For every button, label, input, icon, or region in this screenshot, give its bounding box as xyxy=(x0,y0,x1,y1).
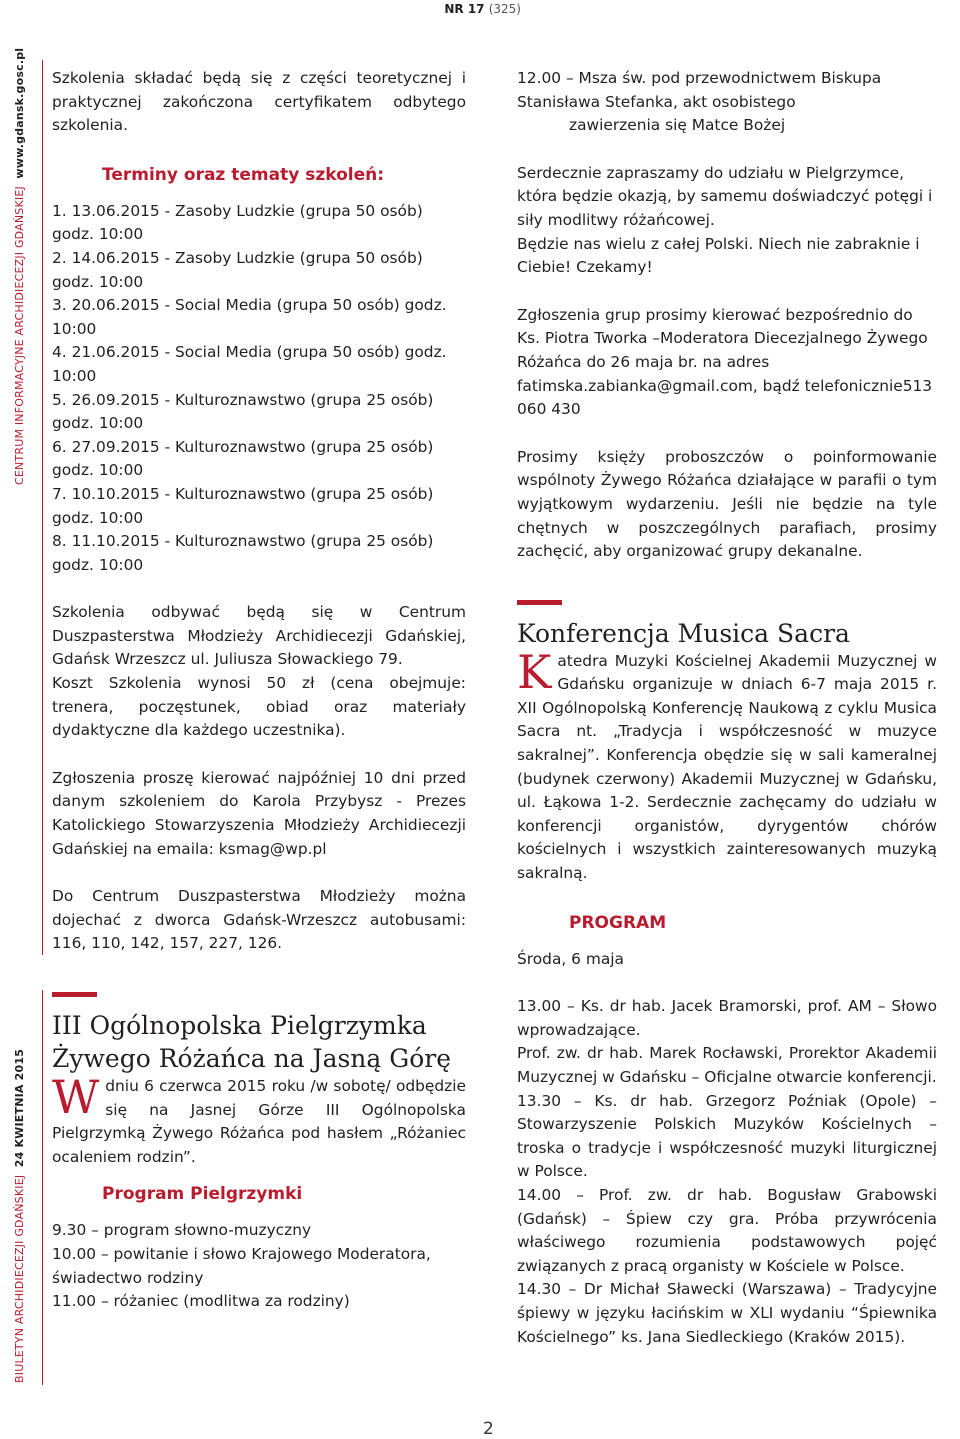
invite-paragraph-2: Będzie nas wielu z całej Polski. Niech nie zabraknie i Ciebie! Czekamy! xyxy=(517,234,920,277)
conference-text: atedra Muzyki Kościelnej Akademii Muzycznej w Gdańsku organizuje w dniach 6-7 maja 2015 r. XII Ogólnopolską Konferencję Naukową z cyklu Musica Sacra nt. „Tradycja i współczesność w muzyce sakralnej”. Konferencja obędzie się w sali kameralnej (budynek czerwony) Akademii Muzycznej w Gdańsku, ul. Łąkowa 1-2. Serdecznie zachęcamy do udziału w konferencji organistów, dyrygentów chórów kościelnych i wszystkich zainteresowanych muzyką sakralną. xyxy=(517,651,937,883)
dropcap-k: K xyxy=(517,644,552,699)
term-item: 2. 14.06.2015 - Zasoby Ludzkie (grupa 50 osób) godz. 10:00 xyxy=(52,248,423,291)
term-item: 6. 27.09.2015 - Kulturoznawstwo (grupa 25 osób) godz. 10:00 xyxy=(52,437,434,480)
page-number: 2 xyxy=(483,1419,494,1439)
priests-paragraph: Prosimy księży proboszczów o poinformowanie wspólnoty Żywego Różańca działające w parafii o tym wyjątkowym wydarzeniu. Jeśli nie będzie na tyle chętnych w poszczególnych parafiach, prosimy zachęcić, aby organizować grupy dekanalne. xyxy=(517,447,937,561)
program-heading: PROGRAM xyxy=(569,912,667,933)
program-item: 9.30 – program słowno-muzyczny xyxy=(52,1221,312,1240)
pilgrimage-program-list xyxy=(52,1219,466,1313)
terms-heading: Terminy oraz tematy szkoleń: xyxy=(102,164,385,185)
side-date: 24 KWIETNIA 2015 xyxy=(13,1048,26,1168)
term-item: 3. 20.06.2015 - Social Media (grupa 50 osób) godz. 10:00 xyxy=(52,296,447,338)
section-marker xyxy=(517,600,562,605)
section-marker xyxy=(52,992,97,997)
schedule-item: 14.30 – Dr Michał Sławecki (Warszawa) – Tradycyjne śpiewy w języku łacińskim w XLI wydaniu “Śpiewnika Kościelnego” ks. Jana Siedleckiego (Kraków 2015). xyxy=(517,1280,937,1346)
pilgrimage-text: dniu 6 czerwca 2015 roku /w sobotę/ odbędzie się na Jasnej Górze III Ogólnopolska Pielgrzymką Żywego Różańca pod hasłem „Różaniec ocaleniem rodzin”. xyxy=(52,1077,466,1166)
day-label: Środa, 6 maja xyxy=(517,949,624,968)
pilgrimage-paragraph xyxy=(52,1070,466,1169)
right-column xyxy=(517,67,937,1349)
term-item: 7. 10.10.2015 - Kulturoznawstwo (grupa 25 osób) godz. 10:00 xyxy=(52,484,434,527)
side-label-bottom xyxy=(13,1049,26,1383)
schedule-item: 13.30 – Ks. dr hab. Grzegorz Poźniak (Opole) – Stowarzyszenie Polskich Muzyków Kościelnych – troska o tradycje i współczesność muzyki liturgicznej w Polsce. xyxy=(517,1091,937,1181)
side-org: CENTRUM INFORMACYJNE ARCHIDIECEZJI GDAŃSKIEJ xyxy=(13,186,26,485)
program-pilgrimage-heading: Program Pielgrzymki xyxy=(102,1184,303,1205)
signup-paragraph: Zgłoszenia proszę kierować najpóźniej 10 dni przed danym szkoleniem do Karola Przybysz - Prezes Katolickiego Stowarzyszenia Młodzieży Archidiecezji Gdańskiej na emaila: ksmag@wp.pl xyxy=(52,768,466,858)
term-item: 4. 21.06.2015 - Social Media (grupa 50 osób) godz. 10:00 xyxy=(52,343,447,385)
term-item: 5. 26.09.2015 - Kulturoznawstwo (grupa 25 osób) godz. 10:00 xyxy=(52,390,434,433)
left-column xyxy=(52,67,466,1314)
side-rule-bottom xyxy=(42,990,43,1385)
cost-paragraph: Koszt Szkolenia wynosi 50 zł (cena obejmuje: trenera, poczęstunek, obiad oraz materiały dydaktyczne dla każdego uczestnika). xyxy=(52,674,466,740)
place-paragraph: Szkolenia odbywać będą się w Centrum Duszpasterstwa Młodzieży Archidiecezji Gdańskiej, Gdańsk Wrzeszcz ul. Juliusza Słowackiego 79. xyxy=(52,603,466,669)
conference-paragraph xyxy=(517,644,937,886)
pilgrimage-title: III Ogólnopolska Pielgrzymka Żywego Różańca na Jasną Górę xyxy=(52,1011,452,1073)
side-publication: BIULETYN ARCHIDIECEZJI GDAŃSKIEJ xyxy=(13,1174,26,1383)
schedule-item: 14.00 – Prof. zw. dr hab. Bogusław Grabowski (Gdańsk) – Śpiew czy gra. Próba przywrócenia właściwego rozumienia podstawowych pojęć związanych z pracą organisty w Kościele w Polsce. xyxy=(517,1185,937,1275)
issue-paren: (325) xyxy=(488,2,521,16)
transport-paragraph: Do Centrum Duszpasterstwa Młodzieży można dojechać z dworca Gdańsk-Wrzeszcz autobusami: 116, 110, 142, 157, 227, 126. xyxy=(52,887,466,953)
term-item: 8. 11.10.2015 - Kulturoznawstwo (grupa 25 osób) godz. 10:00 xyxy=(52,532,434,574)
dropcap-w: W xyxy=(52,1070,100,1124)
issue-number xyxy=(444,2,521,16)
intro-paragraph: Szkolenia składać będą się z części teoretycznej i praktycznej zakończona certyfikatem odbytego szkolenia. xyxy=(52,69,466,135)
term-item: 1. 13.06.2015 - Zasoby Ludzkie (grupa 50 osób) godz. 10:00 xyxy=(52,201,423,244)
schedule-item: 13.00 – Ks. dr hab. Jacek Bramorski, prof. AM – Słowo wprowadzające. xyxy=(517,997,937,1039)
mass-continuation: zawierzenia się Matce Bożej xyxy=(569,116,786,135)
conference-title: Konferencja Musica Sacra xyxy=(517,618,850,648)
side-url: www.gdansk.gosc.pl xyxy=(13,47,26,179)
invite-paragraph: Serdecznie zapraszamy do udziału w Pielgrzymce, która będzie okazją, by samemu doświadczyć potęgi i siły modlitwy różańcowej. xyxy=(517,163,933,229)
side-label-top xyxy=(13,48,26,485)
program-item: 10.00 – powitanie i słowo Krajowego Moderatora, świadectwo rodziny xyxy=(52,1244,431,1287)
mass-paragraph: 12.00 – Msza św. pod przewodnictwem Biskupa Stanisława Stefanka, akt osobistego xyxy=(517,69,882,111)
side-rule-top xyxy=(42,60,43,955)
contact-paragraph: Zgłoszenia grup prosimy kierować bezpośrednio do Ks. Piotra Tworka –Moderatora Diecezjalnego Żywego Różańca do 26 maja br. na adres fatimska.zabianka@gmail.com, bądź telefonicznie513 060 430 xyxy=(517,305,933,419)
issue-nr: NR 17 xyxy=(444,2,485,16)
program-item: 11.00 – różaniec (modlitwa za rodziny) xyxy=(52,1292,350,1311)
conference-schedule xyxy=(517,995,937,1349)
schedule-item: Prof. zw. dr hab. Marek Rocławski, Prorektor Akademii Muzycznej w Gdańsku – Oficjalne otwarcie konferencji. xyxy=(517,1044,937,1086)
terms-list xyxy=(52,200,466,578)
